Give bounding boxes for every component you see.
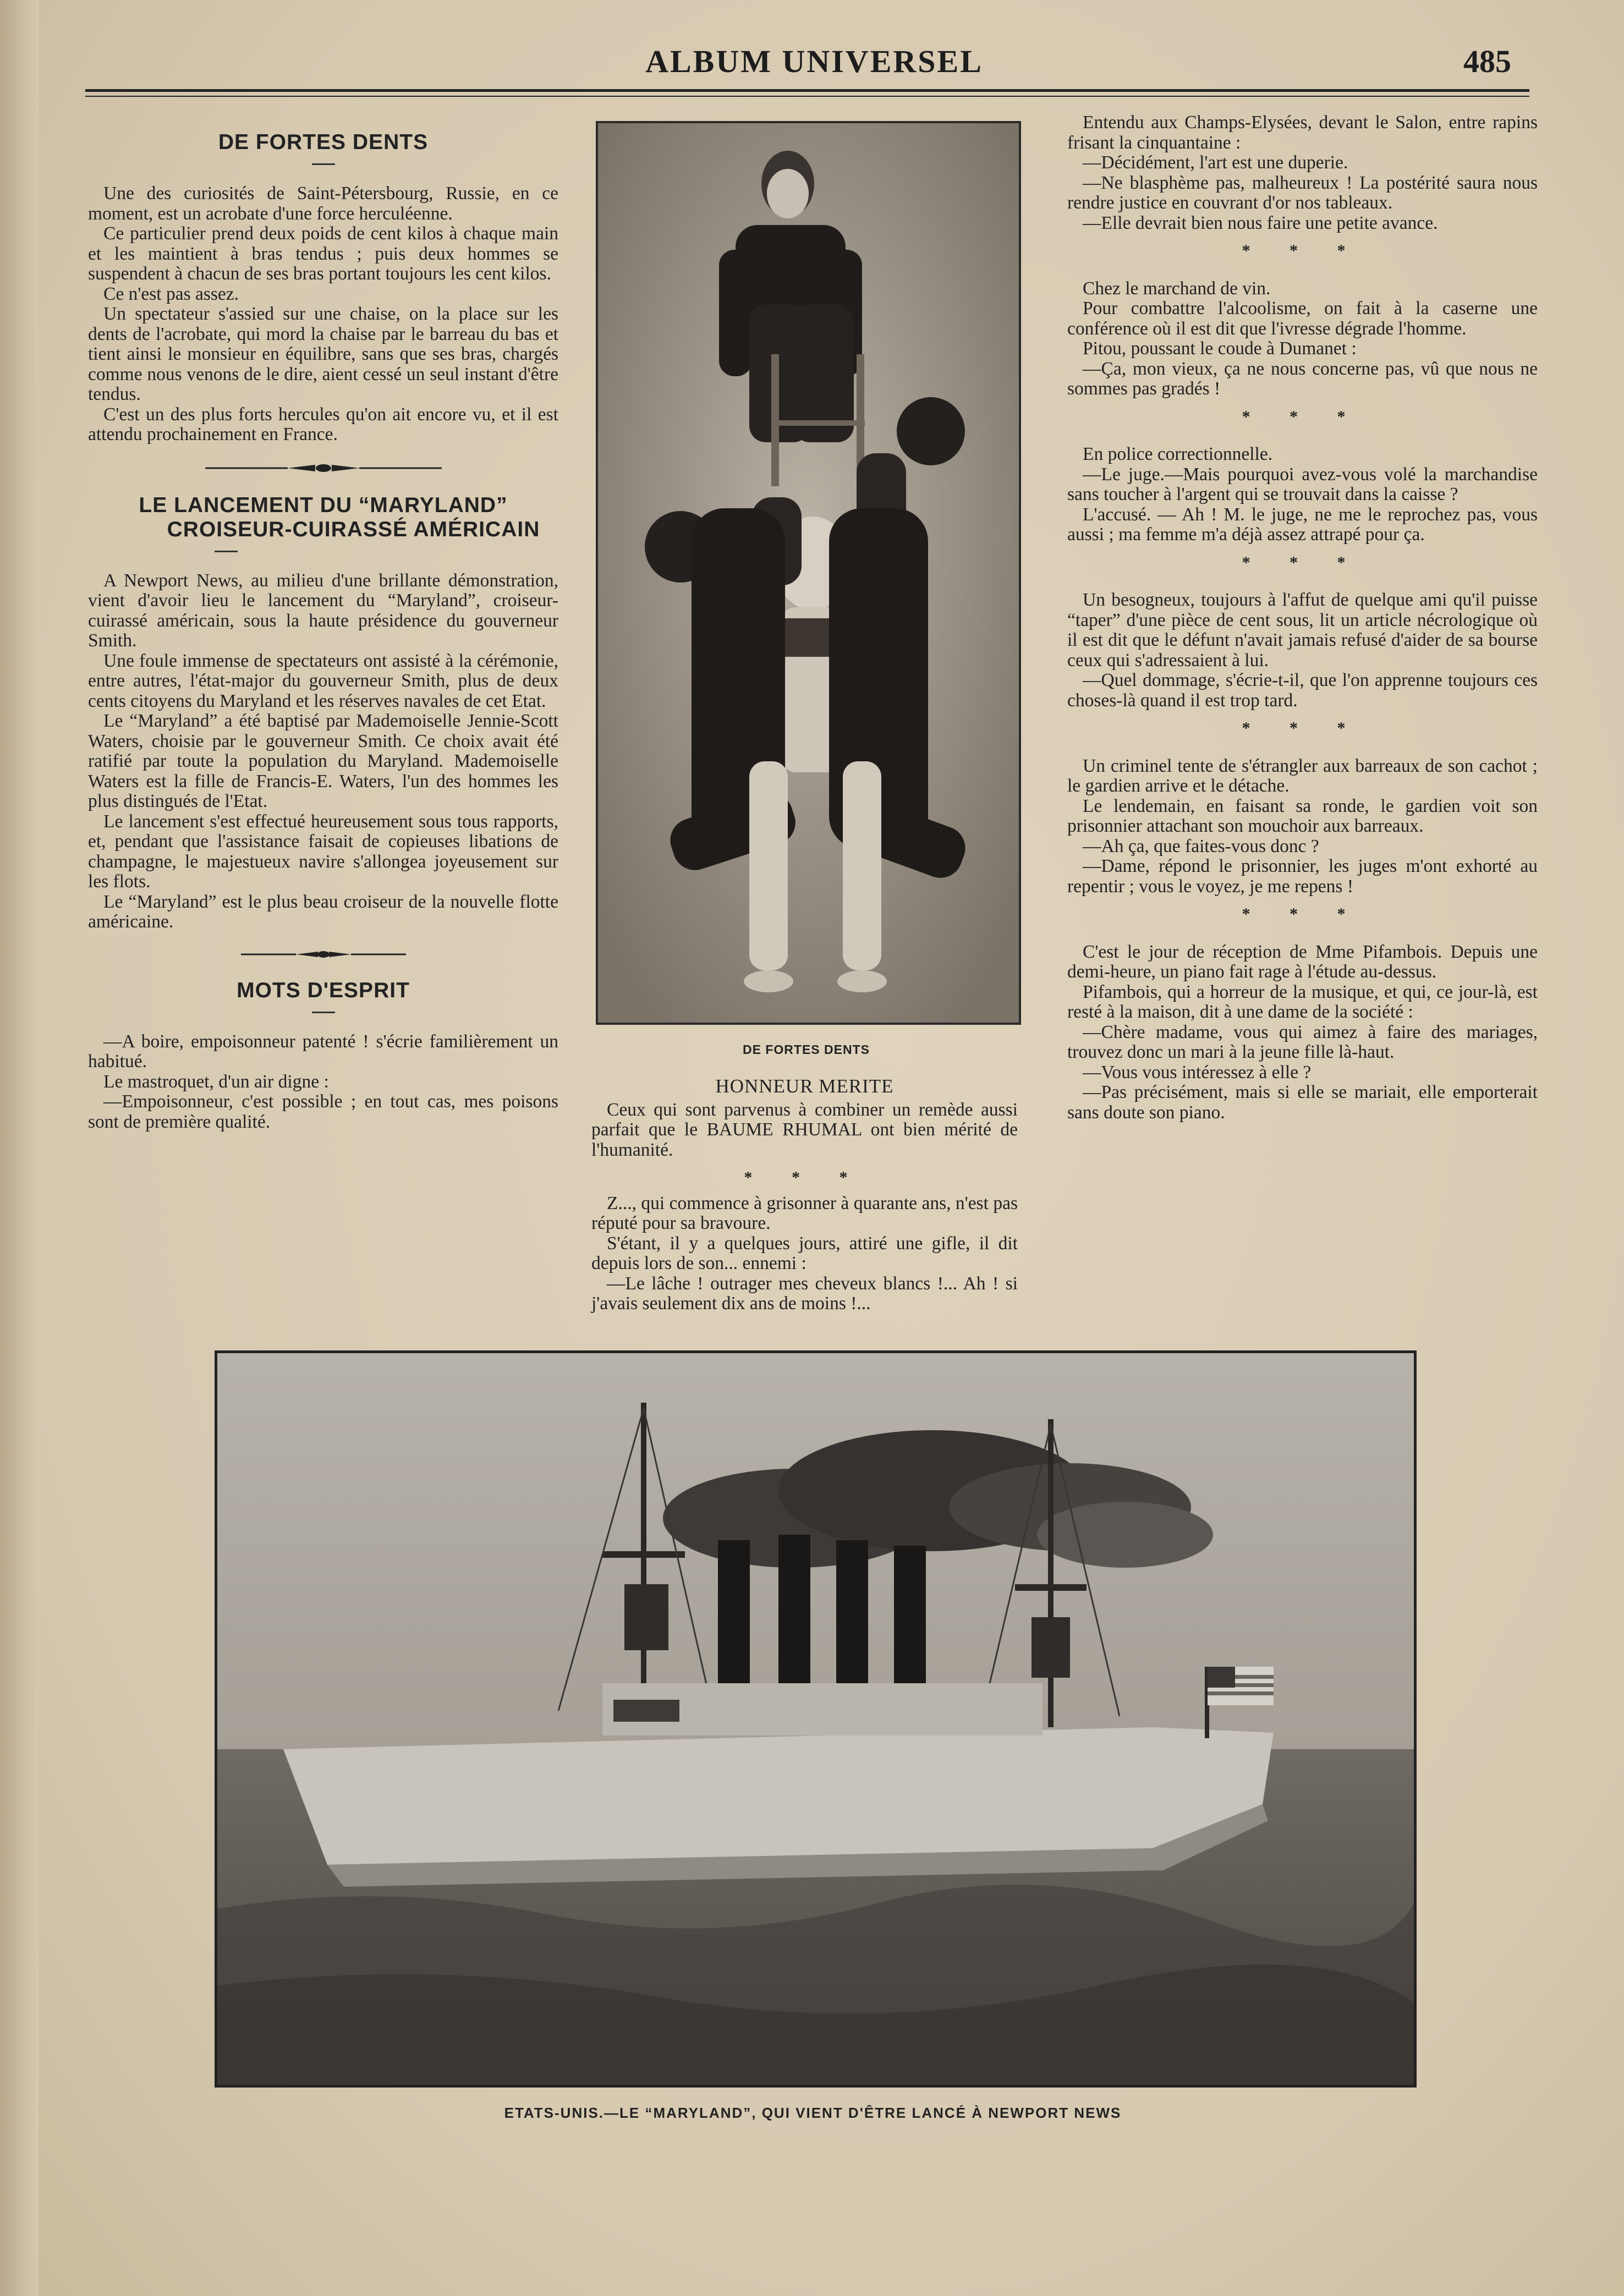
header-rule — [85, 89, 1529, 92]
article-title-fortes-dents: DE FORTES DENTS — [218, 130, 429, 154]
photo-caption-strongman: DE FORTES DENTS — [743, 1042, 870, 1057]
paragraph: Le lancement s'est effectué heureusement sous tous rapports, et, pendant que l'assistance faisait de copieuses libations de champagne, le majestueux navire s'allongea joyeusement sur les flots. — [88, 811, 558, 892]
paragraph: —Quel dommage, s'écrie-t-il, que l'on apprenne toujours ces choses-là quand il est trop tard. — [1067, 670, 1538, 711]
paragraph: Une des curiosités de Saint-Pétersbourg, Russie, en ce moment, est un acrobate d'une force herculéenne. — [88, 183, 558, 224]
separator-stars: * * * — [1242, 719, 1363, 737]
paragraph: Entendu aux Champs-Elysées, devant le Salon, entre rapins frisant la cinquantaine : — [1067, 112, 1538, 153]
middle-column — [591, 1048, 1018, 1314]
paragraph: Le lendemain, en faisant sa ronde, le gardien voit son prisonnier attachant son mouchoir aux barreaux. — [1067, 795, 1538, 836]
title-underline — [215, 551, 238, 552]
paragraph: Chez le marchand de vin. — [1083, 278, 1271, 299]
paragraph: —Ne blasphème pas, malheureux ! La postérité saura nous rendre justice en couvrant d'or nos tableaux. — [1067, 172, 1538, 213]
left-column — [88, 124, 558, 1132]
right-column — [1067, 113, 1538, 1123]
paragraph: —Empoisonneur, c'est possible ; en tout cas, mes poisons sont de première qualité. — [88, 1091, 558, 1132]
paragraph: —Elle devrait bien nous faire une petite avance. — [1083, 212, 1438, 233]
paragraph: L'accusé. — Ah ! M. le juge, ne me le reprochez pas, vous aussi ; ma femme m'a déjà assez attrapé pour ça. — [1067, 504, 1538, 545]
paragraph: Un criminel tente de s'étrangler aux barreaux de son cachot ; le gardien arrive et le détache. — [1067, 755, 1538, 796]
binding-shadow — [0, 0, 39, 2296]
paragraph: —Chère madame, vous qui aimez à faire des mariages, trouvez donc un mari à la jeune fille là-haut. — [1067, 1021, 1538, 1062]
paragraph: —Pas précisément, mais si elle se mariait, elle emporterait sans doute son piano. — [1067, 1082, 1538, 1123]
paragraph: C'est le jour de réception de Mme Pifambois. Depuis une demi-heure, un piano fait rage à l'étude au-dessus. — [1067, 941, 1538, 982]
strongman-photo — [596, 121, 1021, 1025]
paragraph: —Décidément, l'art est une duperie. — [1083, 152, 1348, 173]
ornament-divider — [241, 949, 406, 960]
separator-stars: * * * — [1242, 905, 1363, 923]
paragraph: —Vous vous intéressez à elle ? — [1083, 1062, 1312, 1083]
title-line-1: LE LANCEMENT DU “MARYLAND” — [139, 493, 508, 517]
paragraph: Un spectateur s'assied sur une chaise, on la place sur les dents de l'acrobate, qui mord la chaise par le barreau du bas et tient ainsi le monsieur en équilibre, sans que ses bras, chargés comme nous venons de le dire, aient cessé un seul instant d'être tendus. — [88, 304, 558, 404]
cruiser-illustration — [217, 1353, 1414, 2085]
paragraph: —Ah ça, que faites-vous donc ? — [1083, 836, 1319, 856]
paragraph: Un besogneux, toujours à l'affut de quelque ami qu'il puisse “taper” d'une pièce de cent sous, lit un article nécrologique où il est dit que le défunt n'avait jamais refusé d'aider de sa bourse ceux qui s'adressaient à lui. — [1067, 590, 1538, 671]
paragraph: C'est un des plus forts hercules qu'on ait encore vu, et il est attendu prochainement en France. — [88, 404, 558, 444]
paragraph: —Le juge.—Mais pourquoi avez-vous volé la marchandise sans toucher à l'argent qui se trouvait dans la caisse ? — [1067, 464, 1538, 504]
paragraph: Une foule immense de spectateurs ont assisté à la cérémonie, entre autres, l'état-major du gouverneur Smith, plus de deux cents citoyens du Maryland et les réserves navales de cet Etat. — [88, 650, 558, 711]
paragraph: Le “Maryland” a été baptisé par Mademoiselle Jennie-Scott Waters, choisie par le gouverneur Smith. Ce choix avait été ratifié par toute la population du Maryland. Mademoiselle Waters est la fille de Francis-E. Waters, l'un des hommes les plus distingués de l'Etat. — [88, 711, 558, 811]
separator-stars: * * * — [1242, 553, 1363, 572]
title-line-2: CROISEUR-CUIRASSÉ AMÉRICAIN — [167, 517, 540, 541]
paragraph: Pifambois, qui a horreur de la musique, et qui, ce jour-là, est resté à la maison, dit à une dame de la société : — [1067, 981, 1538, 1022]
paragraph: —Le lâche ! outrager mes cheveux blancs !... Ah ! si j'avais seulement dix ans de moins !... — [591, 1273, 1018, 1314]
paragraph: Pour combattre l'alcoolisme, on fait à la caserne une conférence où il est dit que l'ivresse dégrade l'homme. — [1067, 298, 1538, 339]
paragraph: Le mastroquet, d'un air digne : — [103, 1071, 329, 1092]
paragraph: Z..., qui commence à grisonner à quarante ans, n'est pas réputé pour sa bravoure. — [591, 1193, 1018, 1233]
paragraph: A Newport News, au milieu d'une brillante démonstration, vient d'avoir lieu le lancement du “Maryland”, croiseur-cuirassé américain, sous la haute présidence du gouverneur Smith. — [88, 570, 558, 651]
page-number: 485 — [1463, 43, 1511, 79]
paragraph: —A boire, empoisonneur patenté ! s'écrie familièrement un habitué. — [88, 1031, 558, 1072]
ship-photo-caption: ETATS-UNIS.—LE “MARYLAND”, QUI VIENT D'ÊTRE LANCÉ À NEWPORT NEWS — [504, 2105, 1122, 2121]
honneur-heading: HONNEUR MERITE — [715, 1075, 894, 1097]
masthead-title: ALBUM UNIVERSEL — [645, 43, 983, 79]
article-title-mots-esprit: MOTS D'ESPRIT — [237, 978, 410, 1002]
title-underline — [312, 1012, 335, 1013]
separator-stars: * * * — [744, 1168, 865, 1187]
paragraph: —Ça, mon vieux, ça ne nous concerne pas, vû que nous ne sommes pas gradés ! — [1067, 358, 1538, 399]
ornament-divider — [205, 462, 442, 475]
header-rule-thin — [85, 96, 1529, 97]
title-underline — [312, 163, 335, 165]
paragraph: Ceux qui sont parvenus à combiner un remède aussi parfait que le BAUME RHUMAL ont bien mérité de l'humanité. — [591, 1099, 1018, 1160]
paragraph: S'étant, il y a quelques jours, attiré une gifle, il dit depuis lors de son... ennemi : — [591, 1233, 1018, 1273]
ship-photo — [215, 1350, 1417, 2088]
separator-stars: * * * — [1242, 407, 1363, 426]
paragraph: Ce n'est pas assez. — [103, 283, 239, 304]
article-title-maryland — [88, 493, 558, 542]
strongman-illustration — [598, 123, 1019, 1023]
paragraph: —Dame, répond le prisonnier, les juges m'ont exhorté au repentir ; vous le voyez, je me repens ! — [1067, 856, 1538, 897]
paragraph: En police correctionnelle. — [1083, 444, 1273, 464]
paragraph: Le “Maryland” est le plus beau croiseur de la nouvelle flotte américaine. — [88, 891, 558, 932]
paragraph: Pitou, poussant le coude à Dumanet : — [1083, 338, 1357, 359]
paragraph: Ce particulier prend deux poids de cent kilos à chaque main et les maintient à bras tendus ; puis deux hommes se suspendent à chacun de ses bras portant toujours les cent kilos. — [88, 223, 558, 284]
separator-stars: * * * — [1242, 241, 1363, 260]
